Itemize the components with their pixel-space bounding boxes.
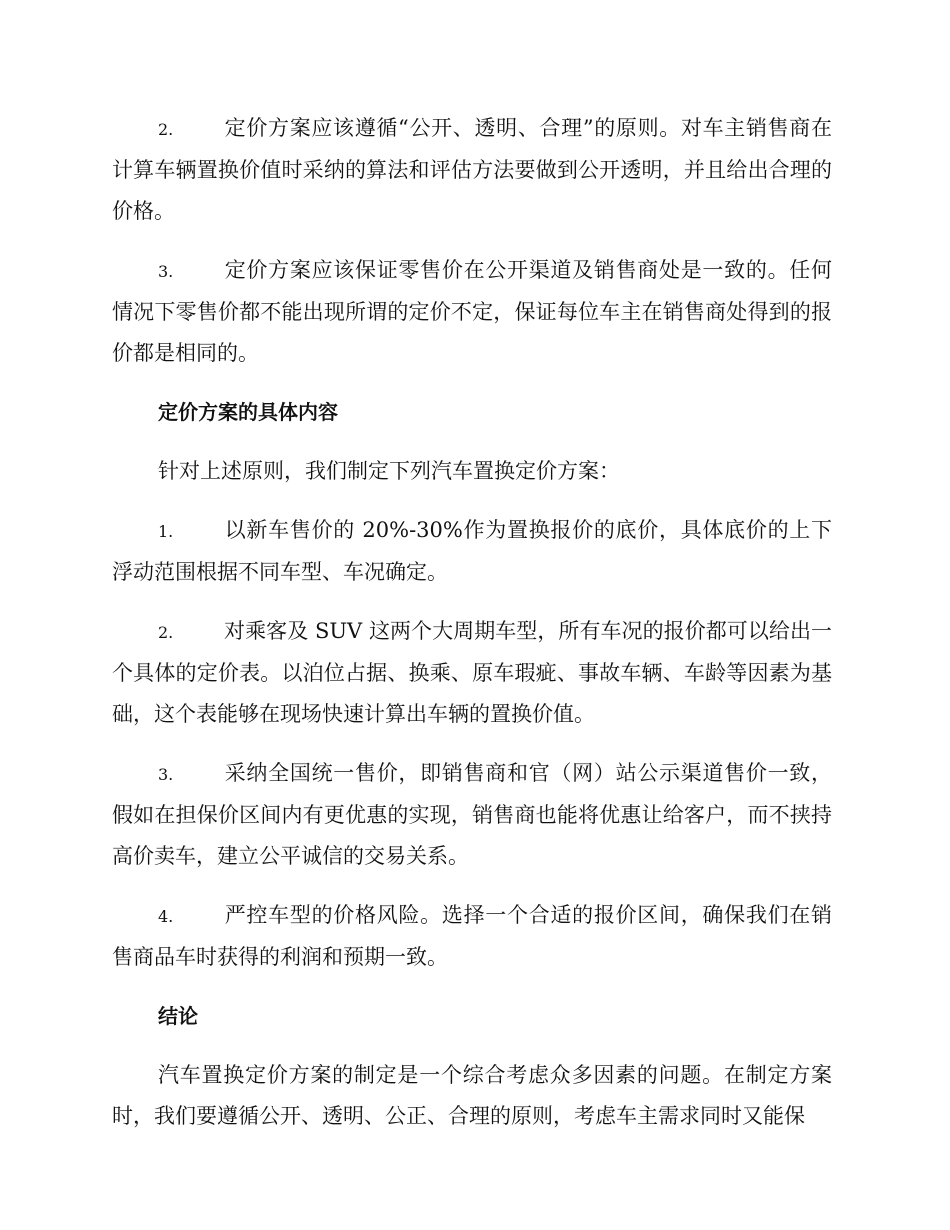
item-number: 3. <box>158 765 174 784</box>
paragraph: 针对上述原则，我们制定下列汽车置换定价方案： <box>158 459 620 483</box>
item-number: 2. <box>158 120 174 139</box>
numbered-paragraph <box>112 510 832 593</box>
item-number: 3. <box>158 262 174 281</box>
paragraph-text: 以新车售价的 20%-30%作为置换报价的底价，具体底价的上下浮动范围根据不同车型、车况确定。 <box>112 518 832 584</box>
paragraph-text: 严控车型的价格风险。选择一个合适的报价区间，确保我们在销售商品车时获得的利润和预期一致。 <box>112 903 832 969</box>
numbered-paragraph <box>112 895 832 978</box>
numbered-paragraph <box>112 753 832 877</box>
section-heading: 结论 <box>158 1004 198 1028</box>
item-number: 1. <box>158 522 174 541</box>
numbered-paragraph <box>112 611 832 735</box>
paragraph-text: 定价方案应该保证零售价在公开渠道及销售商处是一致的。任何情况下零售价都不能出现所谓的定价不定，保证每位车主在销售商处得到的报价都是相同的。 <box>112 258 832 365</box>
item-number: 2. <box>158 623 174 642</box>
numbered-paragraph <box>112 108 832 232</box>
section-heading: 定价方案的具体内容 <box>158 400 338 424</box>
paragraph-text: 对乘客及 SUV 这两个大周期车型，所有车况的报价都可以给出一个具体的定价表。以泊位占据、换乘、原车瑕疵、事故车辆、车龄等因素为基础，这个表能够在现场快速计算出车辆的置换价值。 <box>112 619 832 726</box>
paragraph: 汽车置换定价方案的制定是一个综合考虑众多因素的问题。在制定方案时，我们要遵循公开、透明、公正、合理的原则，考虑车主需求同时又能保 <box>112 1063 832 1128</box>
numbered-paragraph <box>112 250 832 374</box>
paragraph-text: 定价方案应该遵循“公开、透明、合理”的原则。对车主销售商在计算车辆置换价值时采纳的算法和评估方法要做到公开透明，并且给出合理的价格。 <box>112 116 832 223</box>
paragraph-text: 采纳全国统一售价，即销售商和官（网）站公示渠道售价一致，假如在担保价区间内有更优惠的实现，销售商也能将优惠让给客户，而不挟持高价卖车，建立公平诚信的交易关系。 <box>112 761 832 868</box>
item-number: 4. <box>158 907 174 926</box>
document-page <box>112 108 832 1155</box>
